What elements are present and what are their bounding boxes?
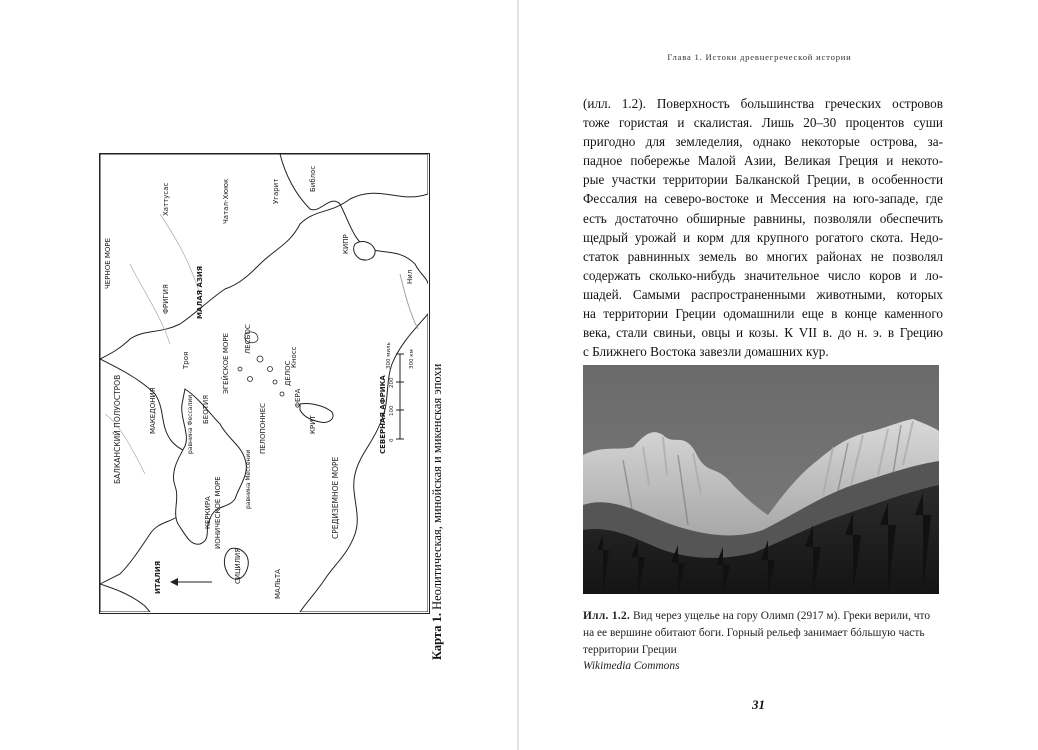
label-sicily: СИЦИЛИЯ <box>234 547 242 584</box>
label-delos: ДЕЛОС <box>284 360 292 386</box>
body-line: тоже гористая и скалистая. Лишь 20–30 процентов суши <box>583 115 943 131</box>
label-black-sea: ЧЕРНОЕ МОРЕ <box>104 237 112 289</box>
label-peloponnese: ПЕЛОПОННЕС <box>259 402 267 454</box>
label-lesbos: ЛЕСБОС <box>244 324 252 354</box>
label-aegean: ЭГЕЙСКОЕ МОРЕ <box>222 332 230 394</box>
body-line: рые участки территории Балканской Греции, в особенности <box>583 172 943 188</box>
body-line: есть достаточно обширные равнины, позволяли обеспечить <box>583 210 943 226</box>
map-caption <box>430 364 445 660</box>
label-ugarit: Угарит <box>272 178 280 204</box>
map-1 <box>99 153 430 614</box>
label-scale-100: 100 <box>389 405 395 416</box>
label-ionian: ИОНИЧЕСКОЕ МОРЕ <box>214 476 222 549</box>
body-line: содержать сколько-нибудь значительное число коров и ло- <box>583 267 943 283</box>
running-head: Глава 1. Истоки древнегреческой истории <box>667 52 852 62</box>
label-hattusa: Хаттусас <box>162 182 170 216</box>
label-thera: ФЕРА <box>294 388 302 408</box>
body-line: статок равнинных земель во многих районах не позволял <box>583 248 943 264</box>
label-thessaly: равнина Фессалии <box>187 394 194 454</box>
body-text <box>583 94 943 361</box>
label-mediterranean: СРЕДИЗЕМНОЕ МОРЕ <box>331 456 340 539</box>
label-scale-200: 200 <box>389 377 395 388</box>
body-line: века, стали свиньи, овцы и козы. К VII в. до н. э. в Грецию <box>583 325 943 341</box>
figure-caption-lead: Илл. 1.2. <box>583 610 631 622</box>
body-line: падное побережье Малой Азии, Великая Греция и некото- <box>583 153 943 169</box>
map-caption-lead: Карта 1. <box>430 613 444 660</box>
body-line: пригодно для земледелия, однако некоторые острова, за- <box>583 134 943 150</box>
figure-source: Wikimedia Commons <box>583 660 680 673</box>
map-svg <box>100 154 428 612</box>
label-scale-0: 0 <box>389 438 395 442</box>
body-line: Фессалия на северо-востоке и Мессения на юго-западе, где <box>583 191 943 207</box>
asia-minor-land <box>100 154 428 359</box>
label-malta: МАЛЬТА <box>274 569 282 599</box>
body-line: (илл. 1.2). Поверхность большинства греческих островов <box>583 96 943 111</box>
label-macedonia: МАКЕДОНИЯ <box>149 387 157 434</box>
body-line: на территории Греции одомашнили еще в конце каменного <box>583 306 943 322</box>
label-balkan: БАЛКАНСКИЙ ПОЛУОСТРОВ <box>113 374 122 484</box>
label-byblos: Библос <box>309 165 317 192</box>
label-knossos: Кносс <box>290 346 298 368</box>
figure-caption <box>583 608 943 675</box>
label-messenia: равнина Мессении <box>245 449 252 509</box>
label-cyprus: КИПР <box>342 234 350 254</box>
label-boeotia: БЕОТИЯ <box>202 394 210 424</box>
label-scale-miles: 300 миль <box>386 342 392 369</box>
label-corcyra: КЕРКИРА <box>204 496 212 529</box>
body-line: с Ближнего Востока завезли домашних кур. <box>583 344 829 360</box>
body-line: шадей. Самыми распространенными животными, которых <box>583 286 943 302</box>
olympus-photo-svg <box>583 365 939 594</box>
body-line: щедрый урожай и корм для крупного рогатого скота. Недо- <box>583 229 943 245</box>
label-crete: КРИТ <box>309 415 317 434</box>
label-scale-km: 300 км <box>409 349 415 369</box>
page-number: 31 <box>752 697 765 712</box>
label-north-africa: СЕВЕРНАЯ АФРИКА <box>379 375 387 454</box>
label-asia-minor: МАЛАЯ АЗИЯ <box>196 265 204 319</box>
label-troy: Троя <box>182 351 190 369</box>
label-italy: ИТАЛИЯ <box>154 560 162 594</box>
figure-caption-text: Вид через ущелье на гору Олимп (2917 м). Греки верили, что на ее вершине обитают боги. Горный рельеф занимает бóльшую часть территории Греции <box>583 610 931 656</box>
label-nile: Нил <box>406 269 414 284</box>
map-caption-text: Неолитическая, минойская и микенская эпохи <box>430 363 444 614</box>
label-catalhoyuk: Чатал-Хююк <box>222 178 230 224</box>
olympus-photo <box>583 365 939 594</box>
label-phrygia: ФРИГИЯ <box>162 284 170 314</box>
